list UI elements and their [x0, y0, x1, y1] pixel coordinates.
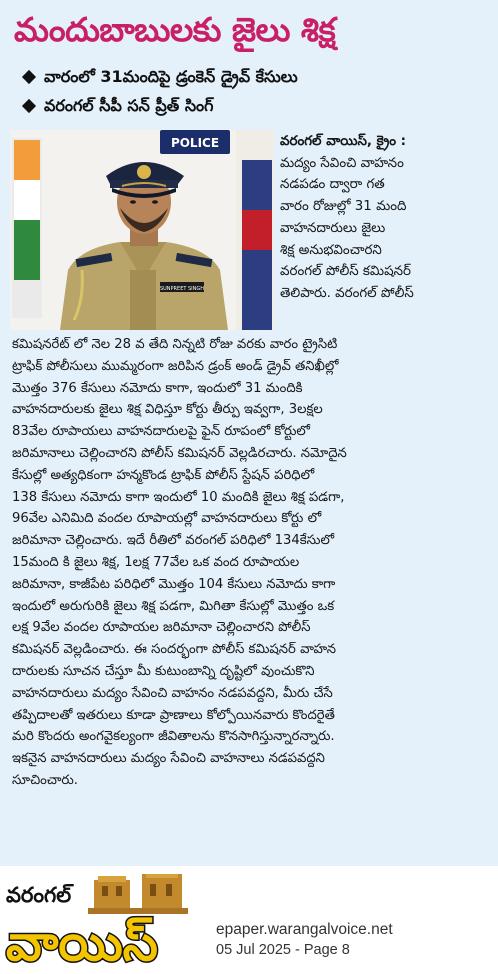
diamond-bullet-icon — [22, 69, 36, 83]
body-line: జరిమానా, కాజీపేట పరిధిలో మొత్తం 104 కేసులు నమోదు కాగా — [12, 576, 336, 592]
body-line: 15మంది కి జైలు శిక్ష, 1లక్ష 77వేల ఒక వంద రూపాయల — [12, 554, 300, 570]
wall-sign-text: POLICE — [170, 136, 220, 150]
logo-graphic — [2, 874, 198, 970]
dateline: వరంగల్ వాయిస్, క్రైం : — [280, 134, 407, 149]
name-tag-text: SUNPREET SINGH — [159, 286, 205, 292]
warangal-voice-logo — [2, 874, 198, 970]
subheads — [20, 62, 490, 120]
body-line: మొత్తం 376 కేసులు నమోదు కాగా, ఇందులో 31 మందికి — [12, 380, 303, 396]
body-line: జరిమానాలు చెల్లించారని పోలీస్ కమిషనర్ వెల్లడిరచారు. నమోదైన — [12, 445, 347, 461]
body-line: నడపడం ద్వారా గత — [280, 177, 385, 193]
logo-big-text: వాయిస్ — [6, 914, 158, 970]
subhead-text: వరంగల్ సీపీ సన్ ప్రీత్ సింగ్ — [44, 96, 214, 115]
article-body-narrow — [280, 131, 492, 305]
commissioner-illustration — [10, 130, 274, 330]
subhead-text: వారంలో 31మందిపై డ్రంకెన్ డ్రైవ్ కేసులు — [44, 67, 298, 86]
body-line: ఇందులో అరుగురికి జైలు శిక్ష పడగా, మిగితా కేసుల్లో మొత్తం ఒక — [12, 598, 335, 614]
subhead-2 — [20, 91, 490, 120]
body-line: తప్పిదాలతో ఇతరులు కూడా ప్రాణాలు కోల్పోయినవారు కొందరైతే — [12, 707, 335, 723]
body-line: ట్రాఫిక్ పోలీసులు ముమ్మరంగా జరిపిన డ్రంక్ అండ్ డ్రైవ్ తనిఖీల్లో — [12, 358, 339, 374]
body-line: లక్ష 9వేల వందల రూపాయల జరిమానా చెల్లించారని పోలీస్ — [12, 620, 311, 636]
body-line: వాహనదారులకు జైలు శిక్ష విధిస్తూ కోర్టు తీర్పు ఇవ్వగా, 3లక్షల — [12, 402, 323, 418]
site-url: epaper.warangalvoice.net — [216, 921, 393, 938]
body-line: మరి కొందరు అంగవైకల్యంగా జీవితాలను కొనసాగిస్తున్నారన్నారు. — [12, 729, 335, 745]
body-line: 138 కేసులు నమోదు కాగా ఇందులో 10 మందికి జైలు శిక్ష పడగా, — [12, 489, 345, 505]
photo-police-commissioner — [10, 130, 274, 330]
body-line: 96వేల ఎనిమిది వందల రూపాయల్లో వాహనదారులు కోర్టు లో — [12, 511, 322, 527]
body-line: సూచించారు. — [12, 772, 78, 788]
body-line: వాహనదారులు జైలు — [280, 220, 386, 236]
body-line: కేసుల్లో అత్యధికంగా హన్మకొండ ట్రాఫిక్ పోలీస్ స్టేషన్ పరిధిలో — [12, 467, 315, 483]
body-line: తెలిపారు. వరంగల్ పోలీస్ — [280, 285, 414, 301]
body-line: కమిషనరేట్ లో నెల 28 వ తేది నిన్నటి రోజు వరకు వారం ట్రైసిటి — [12, 337, 338, 352]
diamond-bullet-icon — [22, 98, 36, 112]
body-line: వాహనదారులు మద్యం సేవించి వాహనం నడపవద్దని, మీరు చేసే — [12, 685, 333, 701]
subhead-1 — [20, 62, 490, 91]
body-line: 83వేల రూపాయలు వాహనదారులపై ఫైన్ రూపంలో కోర్టులో — [12, 424, 310, 440]
body-line: మద్యం సేవించి వాహనం — [280, 155, 404, 171]
body-line: వరంగల్ పోలీస్ కమిషనర్ — [280, 264, 411, 280]
headline: మందుబాబులకు జైలు శిక్ష — [14, 10, 336, 49]
body-line: దారులకు సూచన చేస్తూ మీ కుటుంబాన్ని దృష్టిలో వుంచుకొని — [12, 663, 315, 679]
body-line: వారం రోజుల్లో 31 మంది — [280, 199, 407, 215]
logo-small-text: వరంగల్ — [6, 883, 72, 907]
body-line: జరిమానా చెల్లించారు. ఇదే రీతిలో వరంగల్ పరిధిలో 134కేసులో — [12, 533, 335, 549]
body-line: కమిషనర్ వెల్లడించారు. ఈ సందర్భంగా పోలీస్ కమిషనర్ వాహన — [12, 642, 336, 658]
body-line: ఇకనైన వాహనదారులు మద్యం సేవించి వాహనాలు నడపవద్దని — [12, 751, 325, 767]
article-body-full — [12, 334, 492, 792]
edition-info: 05 Jul 2025 - Page 8 — [216, 942, 350, 958]
body-line: శిక్ష అనుభవించారని — [280, 242, 382, 258]
